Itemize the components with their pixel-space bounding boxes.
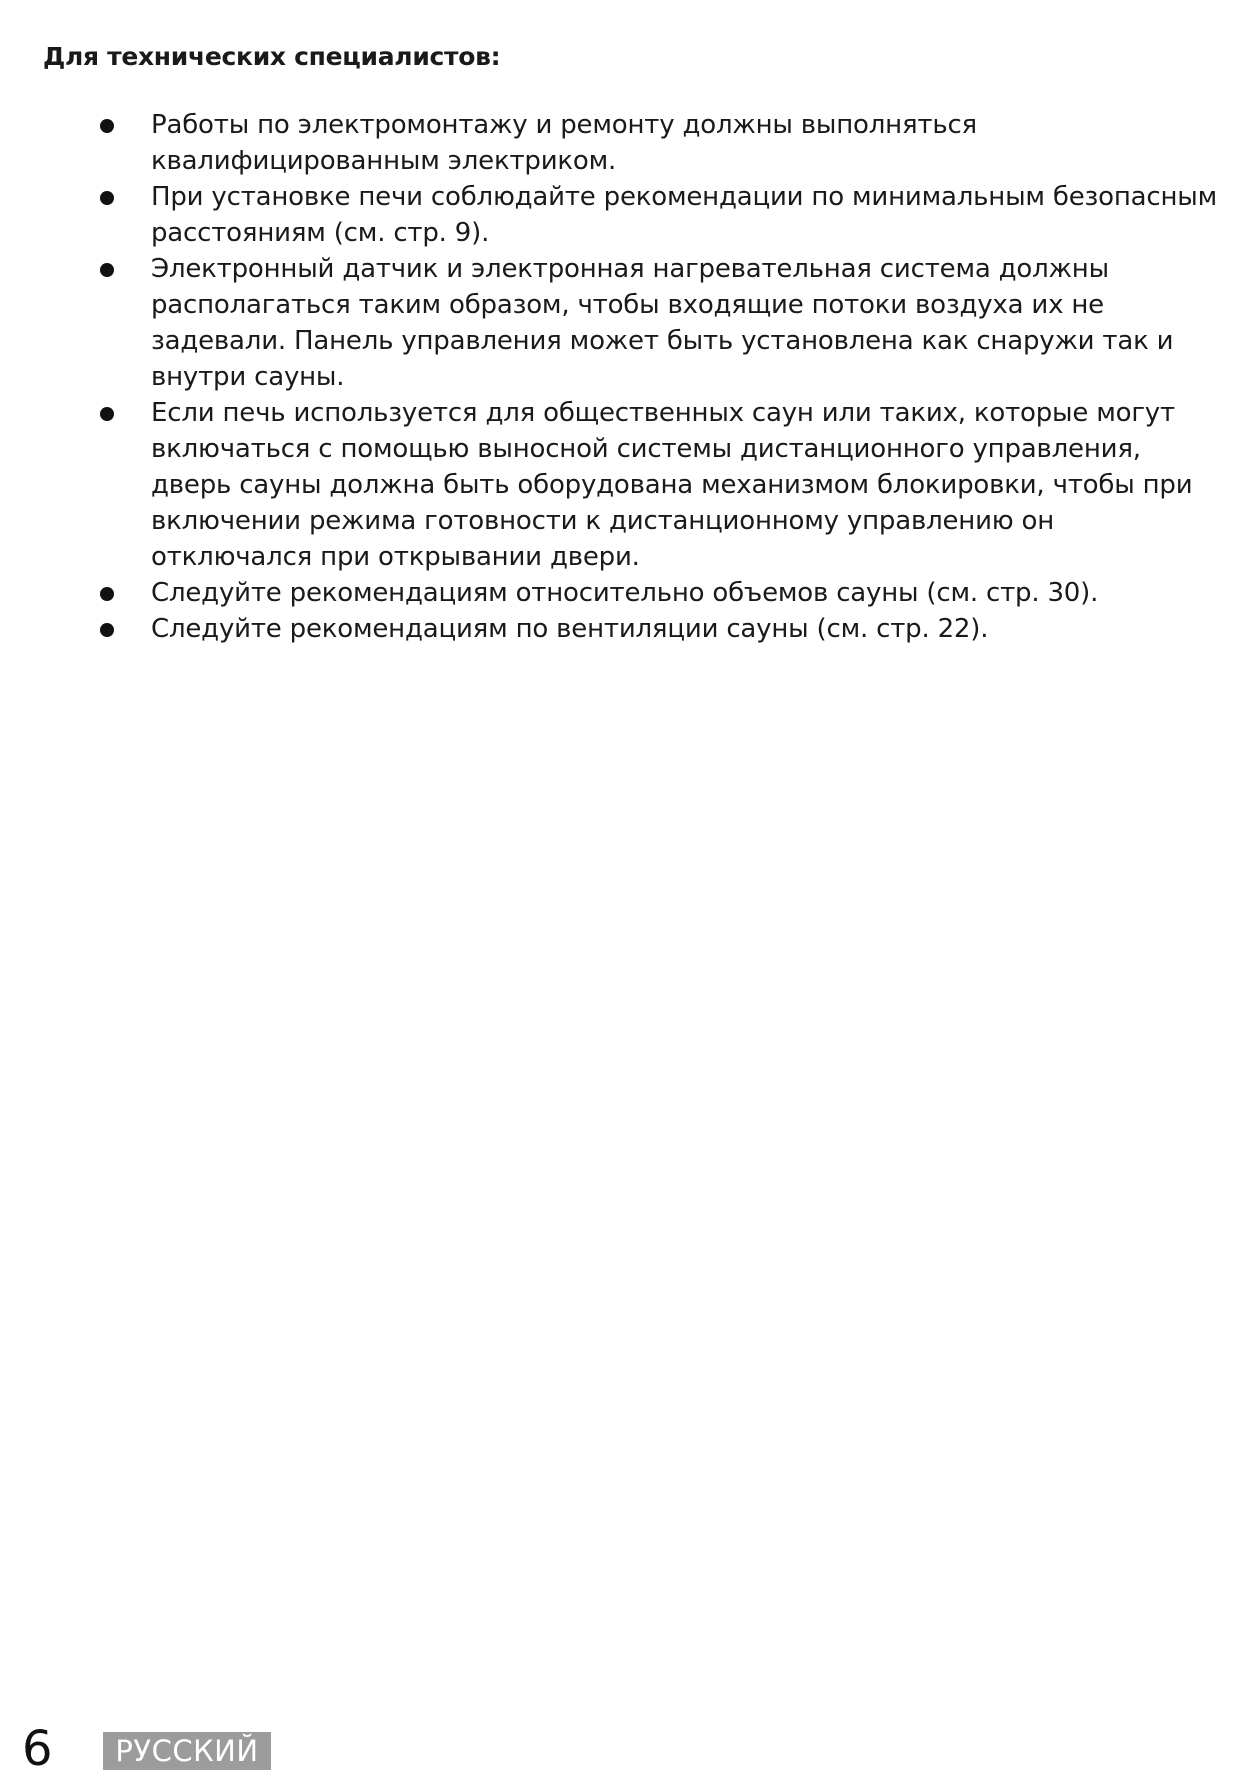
list-item-text: Следуйте рекомендациям по вентиляции сауны (см. стр. 22). xyxy=(151,614,989,644)
bullet-icon xyxy=(100,263,114,277)
list-item xyxy=(0,575,1259,611)
list-item xyxy=(0,251,1259,395)
bullet-icon xyxy=(100,191,114,205)
list-item-text: При установке печи соблюдайте рекомендации по минимальным безопасным расстояниям (см. стр. 9). xyxy=(151,182,1218,248)
list-item xyxy=(0,179,1259,251)
bullet-icon xyxy=(100,623,114,637)
list-item-text: Следуйте рекомендациям относительно объемов сауны (см. стр. 30). xyxy=(151,578,1099,608)
section-heading: Для технических специалистов: xyxy=(43,42,501,71)
bullet-icon xyxy=(100,587,114,601)
list-item-text: Работы по электромонтажу и ремонту должны выполняться квалифицированным электриком. xyxy=(151,110,977,176)
list-item xyxy=(0,107,1259,179)
list-item xyxy=(0,395,1259,575)
bullet-icon xyxy=(100,407,114,421)
requirements-list xyxy=(0,107,1259,647)
list-item-text: Если печь используется для общественных саун или таких, которые могут включаться с помощью выносной системы дистанционного управления, дверь сауны должна быть оборудована механизмом блокировки, чтобы при включении режима готовности к дистанционному управлению он отключался при открывании двери. xyxy=(151,398,1193,572)
bullet-icon xyxy=(100,119,114,133)
list-item-text: Электронный датчик и электронная нагревательная система должны располагаться таким образом, чтобы входящие потоки воздуха их не задевали. Панель управления может быть установлена как снаружи так и внутри сауны. xyxy=(151,254,1174,392)
page-number: 6 xyxy=(22,1721,53,1777)
language-label: РУССКИЙ xyxy=(103,1732,271,1770)
list-item xyxy=(0,611,1259,647)
